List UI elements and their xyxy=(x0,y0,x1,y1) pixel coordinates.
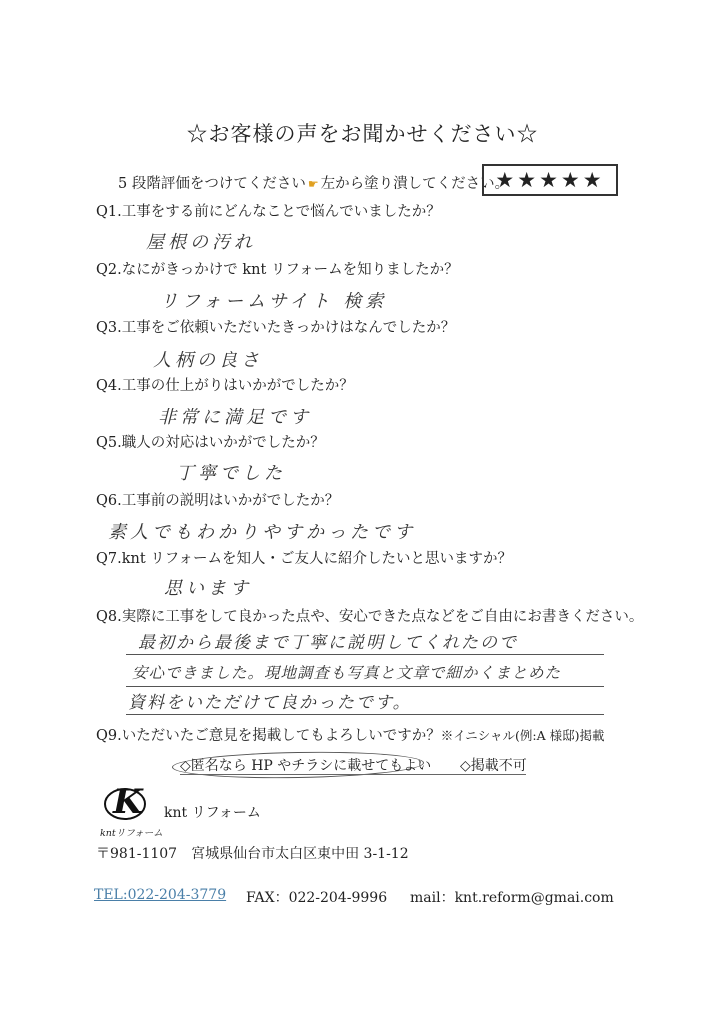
pointing-hand-icon: ☛ xyxy=(307,177,319,191)
answer-8-line-3: 資料をいただけて良かったです。 xyxy=(128,693,412,713)
answer-1: 屋根の汚れ xyxy=(146,232,256,253)
answer-7: 思います xyxy=(164,578,252,599)
question-6: Q6.工事前の説明はいかがでしたか？ xyxy=(96,493,340,509)
company-address: 〒981-1107 宮城県仙台市太白区東中田 3-1-12 xyxy=(96,846,409,862)
company-tel-link[interactable]: TEL:022-204-3779 xyxy=(94,887,227,903)
logo-letter: K xyxy=(113,782,143,822)
rating-instruction-left: 5 段階評価をつけてください xyxy=(118,176,306,192)
question-3: Q3.工事をご依頼いただいたきっかけはなんでしたか？ xyxy=(96,320,456,336)
answer-2: リフォームサイト 検索 xyxy=(160,291,388,312)
question-9 xyxy=(96,724,604,745)
option-no-publish[interactable]: ◇掲載不可 xyxy=(460,758,527,774)
rating-instruction-right: 左から塗り潰してください。 xyxy=(320,176,510,192)
company-mail[interactable]: mail：knt.reform@gmai.com xyxy=(410,890,614,906)
option-yes-underline xyxy=(180,774,458,775)
question-5: Q5.職人の対応はいかがでしたか？ xyxy=(96,435,325,451)
question-9-note: ※イニシャル(例:A 様邸)掲載 xyxy=(440,728,605,743)
logo-caption: kntリフォーム xyxy=(100,828,163,839)
question-9-text: Q9.いただいたご意見を掲載してもよろしいですか？ xyxy=(96,728,441,744)
question-4: Q4.工事の仕上がりはいかがでしたか？ xyxy=(96,378,354,394)
page-title: ☆お客様の声をお聞かせください☆ xyxy=(186,122,539,146)
answer-4: 非常に満足です xyxy=(158,407,312,428)
option-no-underline xyxy=(458,774,526,775)
question-8: Q8.実際に工事をして良かった点や、安心できた点などをご自由にお書きください。 xyxy=(96,609,644,625)
question-7: Q7.knt リフォームを知人・ご友人に紹介したいと思いますか？ xyxy=(96,551,513,567)
company-fax: FAX：022-204-9996 xyxy=(246,890,388,906)
answer-3: 人柄の良さ xyxy=(153,350,263,371)
answer-8-line-2: 安心できました。現地調査も写真と文章で細かくまとめた xyxy=(132,664,562,682)
answer-5: 丁寧でした xyxy=(176,463,286,484)
question-1: Q1.工事をする前にどんなことで悩んでいましたか？ xyxy=(96,204,441,220)
rating-instruction xyxy=(118,172,509,193)
answer-8-line-1: 最初から最後まで丁寧に説明してくれたので xyxy=(138,633,518,653)
answer-8-rule-3 xyxy=(126,714,604,715)
question-2: Q2.なにがきっかけで knt リフォームを知りましたか？ xyxy=(96,262,459,278)
star-rating[interactable]: ★★★★★ xyxy=(482,164,618,196)
company-logo xyxy=(103,782,151,822)
answer-8-rule-2 xyxy=(126,686,604,687)
option-publish-anonymous[interactable]: ◇匿名なら HP やチラシに載せてもよい xyxy=(180,758,432,774)
company-name: knt リフォーム xyxy=(164,805,261,821)
answer-8-rule-1 xyxy=(126,654,604,655)
answer-6: 素人でもわかりやすかったです xyxy=(108,522,416,543)
